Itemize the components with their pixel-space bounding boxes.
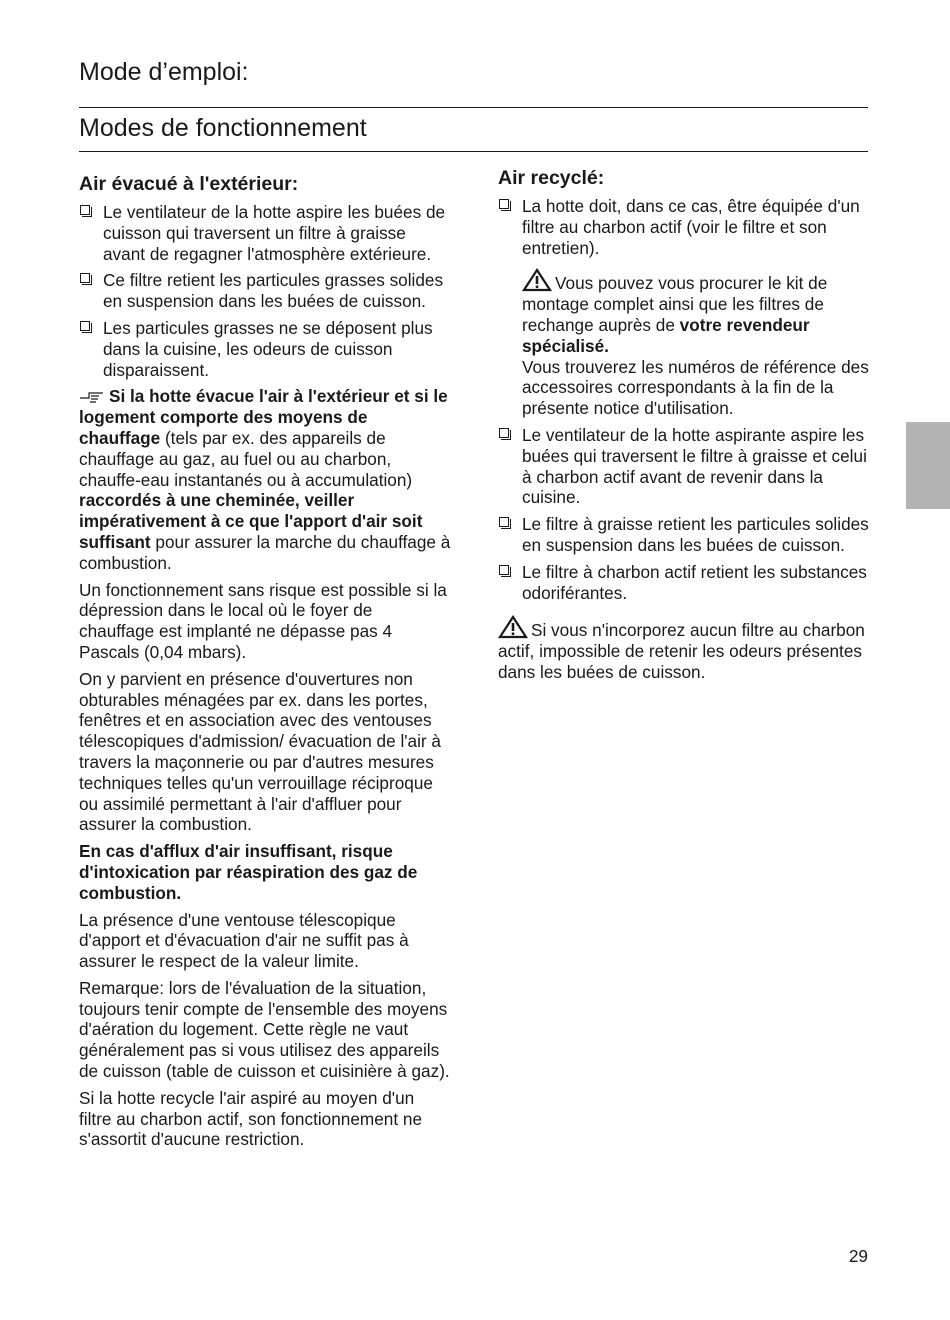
checkbox-bullet-icon (80, 205, 90, 215)
left-heading: Air évacué à l'extérieur: (79, 173, 299, 195)
section-rule (79, 151, 868, 152)
paragraph: Un fonctionnement sans risque est possible si la dépression dans le local où le foyer de chauffage est implanté ne dépasse pas 4 Pascals (0,04 mbars). (79, 579, 447, 662)
chimney-warning-paragraph: Si la hotte évacue l'air à l'extérieur et si le logement comporte des moyens de chauffage (tels par ex. des appareils de chauffage au gaz, au fuel ou au charbon, chauffe-eau instantanés ou à accumulation) raccordés à une cheminée, veiller impérativement à ce que l'apport d'air soit suffisant pour assurer la marche du chauffage à combustion. (79, 386, 451, 573)
paragraph: La présence d'une ventouse télescopique d'apport et d'évacuation d'air ne suffit pas à assurer le respect de la valeur limite. (79, 909, 409, 972)
list-item: Le filtre à charbon actif retient les substances odoriférantes. (498, 562, 870, 604)
side-tab-marker (906, 422, 950, 509)
list-item: Ce filtre retient les particules grasses solides en suspension dans les buées de cuisson. (79, 270, 451, 312)
checkbox-bullet-icon (80, 321, 90, 331)
warning-triangle-icon (522, 268, 552, 292)
list-item: Le ventilateur de la hotte aspirante aspire les buées qui traversent le filtre à graisse et celui à charbon actif avant de revenir dans la cuisine. (498, 425, 870, 508)
left-column (79, 172, 451, 1156)
list-item: Le filtre à graisse retient les particules solides en suspension dans les buées de cuisson. (498, 514, 870, 556)
warning-note-kit: Vous pouvez vous procurer le kit de montage complet ainsi que les filtres de rechange auprès de votre revendeur spécialisé. Vous trouverez les numéros de référence des accessoires correspondants à la fin de la présente notice d'utilisation. (498, 268, 870, 419)
checkbox-bullet-icon (499, 565, 509, 575)
checkbox-bullet-icon (80, 273, 90, 283)
title-rule (79, 107, 868, 108)
list-item: La hotte doit, dans ce cas, être équipée d'un filtre au charbon actif (voir le filtre et son entretien). (498, 196, 870, 258)
page-title: Mode d’emploi: (79, 58, 249, 86)
warning-triangle-icon (498, 615, 528, 639)
page-number: 29 (848, 1246, 868, 1266)
paragraph: Remarque: lors de l'évaluation de la situation, toujours tenir compte de l'ensemble des moyens d'aération du logement. Cette règle ne vaut généralement pas si vous utilisez des appareils de cuisson (table de cuisson et cuisinière à gaz). (79, 977, 450, 1082)
list-item: Les particules grasses ne se déposent plus dans la cuisine, les odeurs de cuisson disparaissent. (79, 318, 451, 380)
list-item: Le ventilateur de la hotte aspire les buées de cuisson qui traversent un filtre à graisse avant de regagner l'atmosphère extérieure. (79, 202, 451, 264)
checkbox-bullet-icon (499, 199, 509, 209)
right-heading: Air recyclé: (498, 167, 605, 189)
section-title: Modes de fonctionnement (79, 114, 367, 142)
pointing-hand-icon (79, 390, 105, 403)
checkbox-bullet-icon (499, 428, 509, 438)
paragraph: On y parvient en présence d'ouvertures non obturables ménagées par ex. dans les portes, fenêtres et en association avec des ventouses télescopiques d'admission/ évacuation de l'air à travers la maçonnerie ou par d'autres mesures techniques telles qu'un verrouillage réciproque ou assimilé permettant à l'air d'affluer pour assurer la combustion. (79, 668, 441, 835)
right-column (498, 166, 870, 689)
checkbox-bullet-icon (499, 517, 509, 527)
warning-note-filter: Si vous n'incorporez aucun filtre au charbon actif, impossible de retenir les odeurs présentes dans les buées de cuisson. (498, 615, 870, 682)
bold-warning: En cas d'afflux d'air insuffisant, risque d'intoxication par réaspiration des gaz de combustion. (79, 841, 418, 903)
paragraph: Si la hotte recycle l'air aspiré au moyen d'un filtre au charbon actif, son fonctionnement ne s'assortit d'aucune restriction. (79, 1087, 423, 1150)
